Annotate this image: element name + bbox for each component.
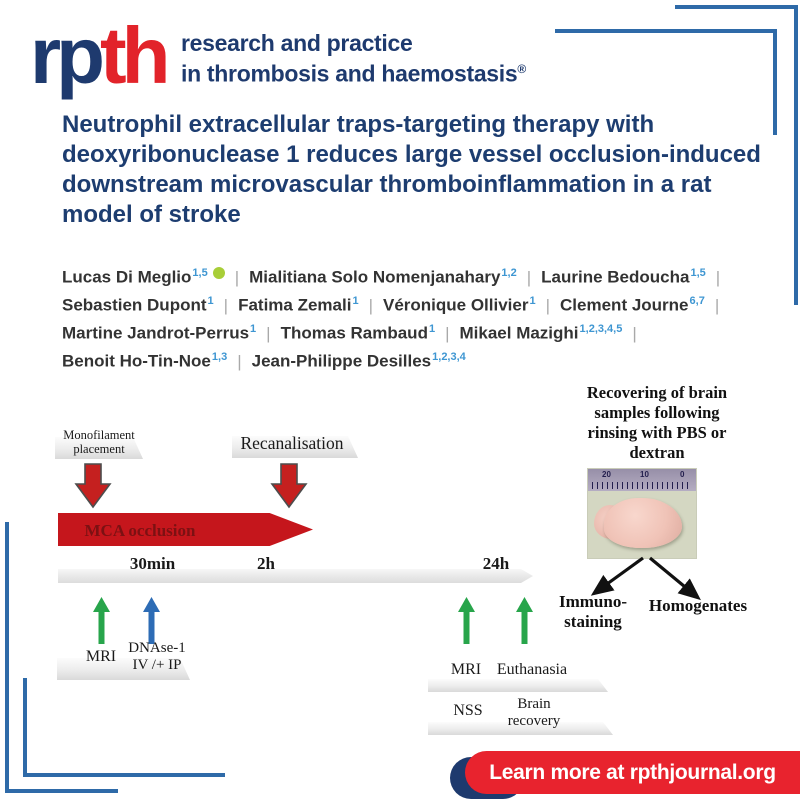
- title-line: Neutrophil extracellular traps-targeting therapy with: [62, 111, 655, 138]
- timeline-tick-30min: 30min: [129, 554, 176, 573]
- author-name: Benoit Ho-Tin-Noe: [62, 351, 211, 371]
- affiliation-superscript: 1: [207, 295, 214, 307]
- bracket-bottom-left-outer-v: [5, 522, 9, 793]
- homogenates-label: Homogenates: [648, 596, 748, 615]
- bracket-top-right-inner-v: [773, 29, 777, 135]
- author-line: [62, 259, 730, 287]
- bracket-top-right-inner-h: [555, 29, 777, 33]
- logo-th: th: [100, 11, 166, 100]
- author-name: Lucas Di Meglio: [62, 267, 192, 287]
- red-down-arrow-icon: [269, 463, 309, 509]
- brain-body: [604, 498, 682, 548]
- ruler-ticks: [592, 482, 692, 489]
- green-up-arrow-icon: [93, 597, 110, 644]
- mca-occlusion-label: MCA occlusion: [84, 521, 196, 540]
- timeline-tick-24h: 24h: [482, 554, 510, 573]
- right-events-flag-1: [428, 679, 608, 692]
- author-separator: |: [715, 267, 721, 287]
- blue-up-arrow-icon: [143, 597, 160, 644]
- registered-mark: ®: [517, 62, 526, 76]
- affiliation-superscript: 1,2,3,4,5: [579, 323, 623, 335]
- author-separator: |: [545, 295, 551, 315]
- brain-caption: Recovering of brain samples following rinsing with PBS or dextran: [586, 383, 728, 462]
- author-separator: |: [223, 295, 229, 315]
- affiliation-superscript: 1: [352, 295, 359, 307]
- footer-banner-link[interactable]: Learn more at rpthjournal.org: [465, 751, 800, 794]
- author-name: Véronique Ollivier: [382, 295, 529, 315]
- bracket-top-right-outer-v: [794, 5, 798, 305]
- title-line: deoxyribonuclease 1 reduces large vessel occlusion-induced: [62, 141, 761, 168]
- author-separator: |: [234, 267, 240, 287]
- brain-sample-photo: [588, 469, 696, 558]
- affiliation-superscript: 1: [529, 295, 536, 307]
- bracket-top-right-outer-h: [675, 5, 798, 9]
- author-separator: |: [266, 323, 271, 343]
- recanalisation-label: Recanalisation: [240, 433, 344, 453]
- logo-rp: rp: [30, 11, 100, 100]
- euthanasia-label: Euthanasia: [496, 661, 568, 678]
- author-name: Jean-Philippe Desilles: [251, 351, 432, 371]
- ruler-number: 20: [602, 470, 611, 479]
- journal-name-line2: in thrombosis and haemostasis®: [181, 60, 526, 87]
- author-separator: |: [237, 351, 242, 371]
- green-up-arrow-icon: [516, 597, 533, 644]
- title-line: model of stroke: [62, 201, 241, 228]
- author-lines: [62, 259, 730, 371]
- article-title: [62, 110, 761, 230]
- author-line: [62, 315, 730, 343]
- monofilament-label: Monofilament placement: [63, 428, 135, 456]
- dnase-label: DNAse-1 IV /+ IP: [128, 640, 186, 673]
- mri-label-left: MRI: [85, 648, 117, 665]
- affiliation-superscript: 1,5: [192, 267, 208, 279]
- author-name: Laurine Bedoucha: [541, 267, 690, 287]
- author-name: Clement Journe: [560, 295, 689, 315]
- author-name: Mikael Mazighi: [459, 323, 579, 343]
- author-separator: |: [445, 323, 450, 343]
- author-name: Martine Jandrot-Perrus: [62, 323, 250, 343]
- title-line: downstream microvascular thromboinflammation in a rat: [62, 171, 712, 198]
- nss-label: NSS: [453, 702, 483, 719]
- affiliation-superscript: 1,2,3,4: [432, 351, 466, 363]
- author-name: Sebastien Dupont: [62, 295, 207, 315]
- timeline-tick-2h: 2h: [257, 554, 275, 573]
- author-separator: |: [526, 267, 532, 287]
- author-line: [62, 287, 730, 315]
- affiliation-superscript: 1: [250, 323, 257, 335]
- mri-label-right: MRI: [450, 661, 482, 678]
- journal-name: [181, 30, 526, 87]
- rpth-logo: [30, 10, 166, 102]
- author-separator: |: [632, 323, 637, 343]
- author-separator: |: [714, 295, 720, 315]
- red-down-arrow-icon: [73, 463, 113, 509]
- author-name: Fatima Zemali: [238, 295, 352, 315]
- author-separator: |: [368, 295, 373, 315]
- affiliation-superscript: 1,2: [501, 267, 517, 279]
- bracket-bottom-left-outer-h: [5, 789, 118, 793]
- immuno-staining-label: Immuno- staining: [558, 592, 627, 631]
- green-up-arrow-icon: [458, 597, 475, 644]
- affiliation-superscript: 6,7: [689, 295, 705, 307]
- journal-name-line1: research and practice: [181, 30, 413, 56]
- affiliation-superscript: 1,3: [211, 351, 228, 363]
- author-name: Thomas Rambaud: [280, 323, 428, 343]
- ruler-number: 0: [680, 470, 685, 479]
- ruler-number: 10: [640, 470, 649, 479]
- bracket-bottom-left-inner-v: [23, 678, 27, 777]
- affiliation-superscript: 1,5: [690, 267, 706, 279]
- orcid-icon: [213, 267, 225, 279]
- author-name: Mialitiana Solo Nomenjanahary: [249, 267, 501, 287]
- affiliation-superscript: 1: [428, 323, 436, 335]
- author-line: [62, 343, 730, 371]
- bracket-bottom-left-inner-h: [23, 773, 225, 777]
- brain-recovery-label: Brain recovery: [507, 696, 561, 729]
- ruler-strip: [588, 469, 696, 491]
